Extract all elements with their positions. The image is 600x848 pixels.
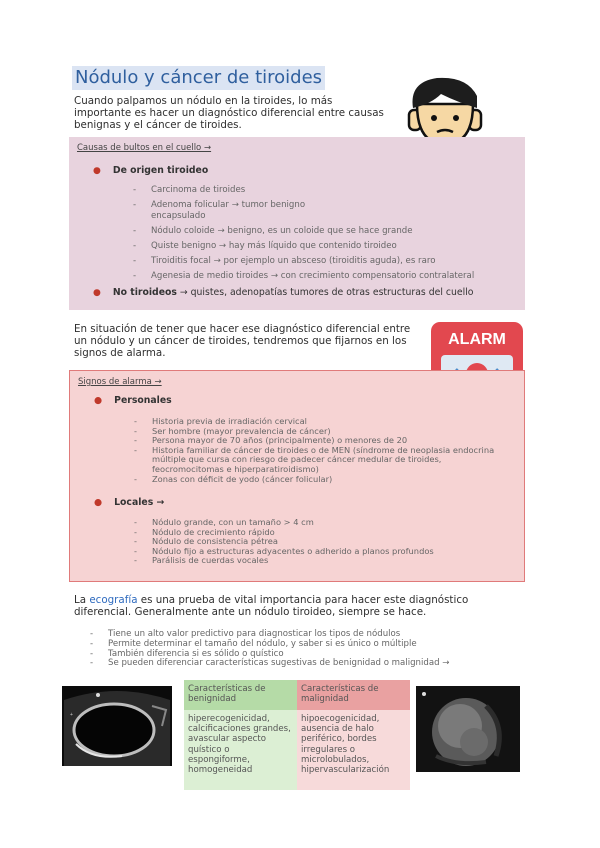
bullet-icon: ●	[94, 497, 103, 508]
personales-list	[134, 417, 514, 484]
list-item: - Nódulo de crecimiento rápido	[134, 528, 514, 538]
list-item: - También diferencia si es sólido o quístico	[90, 650, 510, 660]
list-item: - Quiste benigno → hay más líquido que contenido tiroideo	[133, 241, 513, 252]
tiroideo-label: De origen tiroideo	[112, 165, 209, 176]
benign-cell: hiperecogenicidad, calcificaciones grandes, avascular aspecto quístico o espongiforme, homogeneidad	[184, 710, 297, 790]
list-item: - Agenesia de medio tiroides → con crecimiento compensatorio contralateral	[133, 271, 513, 282]
us-left-mark: +	[70, 712, 73, 718]
alarm-icon-label: ALARM	[448, 331, 506, 348]
eco-post: es una prueba de vital importancia para hacer este diagnóstico diferencial. Generalmente ante un nódulo tiroideo, siempre se hace.	[74, 594, 469, 618]
no-tiroideo-label: No tiroideos	[112, 287, 177, 298]
list-item: - Nódulo coloide → benigno, es un coloide que se hace grande	[133, 226, 513, 237]
tiroideo-bullet	[93, 165, 208, 176]
ecografia-list	[90, 630, 510, 669]
list-item: - Carcinoma de tiroides	[133, 185, 513, 196]
ecografia-paragraph	[74, 594, 514, 618]
list-item: - Historia familiar de cáncer de tiroides o de MEN (síndrome de neoplasia endocrina múltiple que cursa con riesgo de padecer cáncer medular de tiroides, feocromocitomas e hiperparatiroidismo)	[134, 446, 514, 475]
list-item: - Ser hombre (mayor prevalencia de cáncer)	[134, 427, 514, 437]
list-item: - Parálisis de cuerdas vocales	[134, 556, 514, 566]
alarm-heading: Signos de alarma →	[78, 377, 162, 387]
list-item: - Nódulo fijo a estructuras adyacentes o adherido a planos profundos	[134, 547, 514, 557]
tiroideo-list	[133, 185, 513, 286]
malign-cell: hipoecogenicidad, ausencia de halo periférico, bordes irregulares o microlobulados, hipervascularización	[297, 710, 410, 790]
list-item: - Tiroiditis focal → por ejemplo un absceso (tiroiditis aguda), es raro	[133, 256, 513, 267]
list-item: - Zonas con déficit de yodo (cáncer folicular)	[134, 475, 514, 485]
eco-pre: La	[74, 594, 90, 606]
locales-list	[134, 518, 514, 566]
bullet-icon: ●	[93, 288, 101, 298]
no-tiroideo-bullet	[93, 287, 473, 298]
list-item: - Nódulo grande, con un tamaño > 4 cm	[134, 518, 514, 528]
ultrasound-image-malignant	[416, 686, 520, 772]
bullet-icon: ●	[94, 395, 103, 406]
causes-heading: Causas de bultos en el cuello →	[77, 143, 212, 153]
list-item: - Adenoma folicular → tumor benigno encapsulado	[133, 200, 333, 222]
bullet-icon: ●	[93, 166, 101, 176]
no-tiroideo-text: → quistes, adenopatías tumores de otras estructuras del cuello	[176, 287, 474, 298]
personales-label: Personales	[114, 395, 172, 406]
malign-header: Características de malignidad	[297, 680, 410, 710]
benign-header: Características de benignidad	[184, 680, 297, 710]
ecografia-link[interactable]: ecografía	[89, 594, 138, 606]
ultrasound-image-benign	[62, 686, 172, 766]
list-item: - Permite determinar el tamaño del nódulo, y saber si es único o múltiple	[90, 640, 510, 650]
causes-box	[69, 137, 525, 310]
alarm-intro: En situación de tener que hacer ese diagnóstico diferencial entre un nódulo y un cáncer de tiroides, tendremos que fijarnos en los signos de alarma.	[74, 323, 411, 359]
personales-bullet	[94, 395, 172, 406]
locales-bullet	[94, 497, 164, 508]
alarm-box	[69, 370, 525, 582]
list-item: - Se pueden diferenciar características sugestivas de benignidad o malignidad →	[90, 659, 510, 669]
locales-label: Locales →	[114, 497, 165, 508]
intro-paragraph: Cuando palpamos un nódulo en la tiroides, lo más importante es hacer un diagnóstico diferencial entre causas benignas y el cáncer de tiroides.	[74, 95, 384, 131]
list-item: - Historia previa de irradiación cervical	[134, 417, 514, 427]
list-item: - Tiene un alto valor predictivo para diagnosticar los tipos de nódulos	[90, 630, 510, 640]
list-item: - Nódulo de consistencia pétrea	[134, 537, 514, 547]
list-item: - Persona mayor de 70 años (principalmente) o menores de 20	[134, 436, 514, 446]
page-title: Nódulo y cáncer de tiroides	[72, 66, 325, 90]
characteristics-table	[184, 680, 410, 790]
